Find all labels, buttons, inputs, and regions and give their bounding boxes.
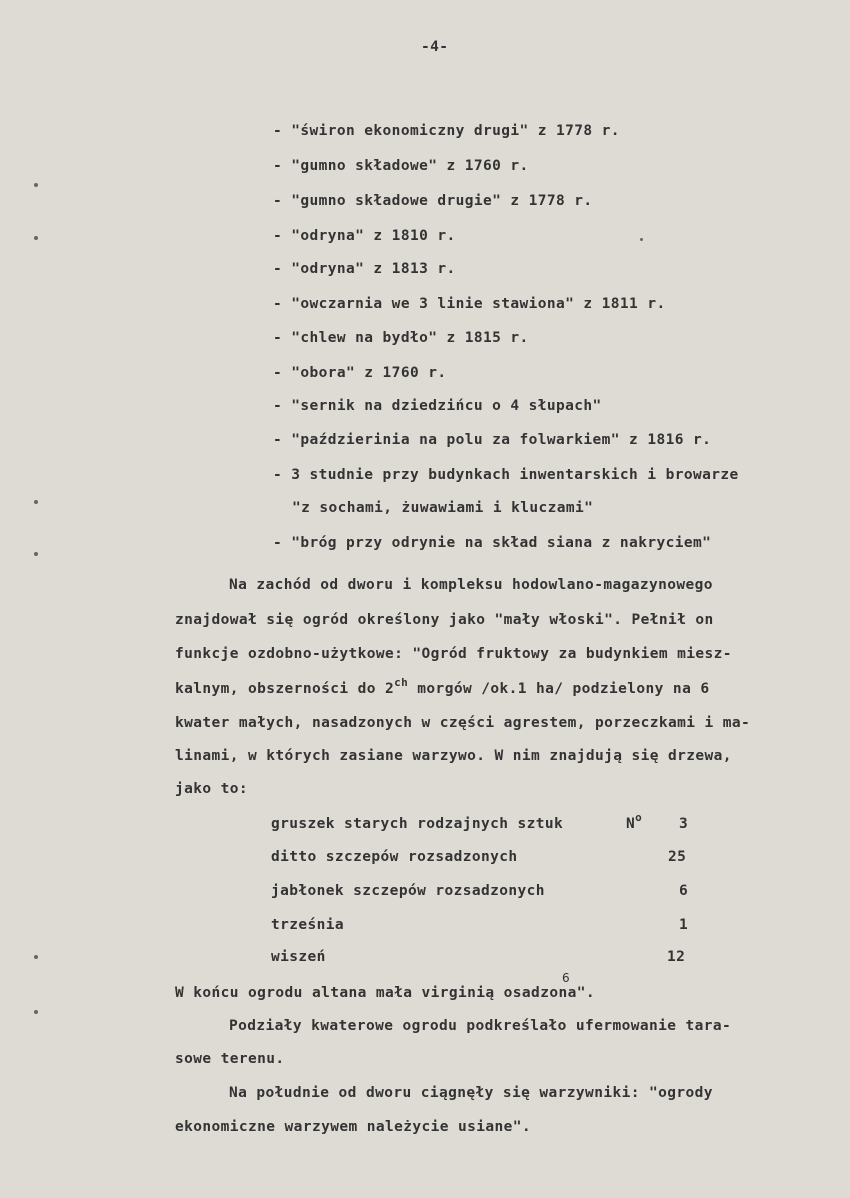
superscript: ch: [394, 676, 409, 689]
tree-name: jabłonek szczepów rozsadzonych: [271, 883, 545, 899]
paragraph-line: Podziały kwaterowe ogrodu podkreślało ufermowanie tara-: [229, 1018, 732, 1034]
list-item: - "chlew na bydło" z 1815 r.: [273, 330, 529, 346]
margin-mark: [640, 238, 643, 241]
tree-name: trześnia: [271, 917, 345, 933]
margin-mark: [34, 1010, 38, 1014]
correction-mark: 6: [562, 971, 571, 985]
margin-mark: [34, 236, 38, 240]
paragraph-line: znajdował się ogród określony jako "mały włoski". Pełnił on: [175, 612, 714, 628]
list-item: - "bróg przy odrynie na skład siana z nakryciem": [273, 535, 712, 551]
tree-count: 12: [667, 949, 686, 965]
paragraph-text: kalnym, obszerności do 2: [175, 681, 395, 697]
tree-count: 3: [679, 816, 689, 832]
paragraph-line: Na południe od dworu ciągnęły się warzywniki: "ogrody: [229, 1085, 713, 1101]
number-header: $N^o$: [626, 811, 643, 832]
paragraph-line: Na zachód od dworu i kompleksu hodowlano-magazynowego: [229, 577, 713, 593]
list-item: - "odryna" z 1810 r.: [273, 228, 456, 244]
tree-count: 25: [668, 849, 687, 865]
tree-count: 6: [679, 883, 689, 899]
paragraph-line: ekonomiczne warzywem należycie usiane".: [175, 1119, 532, 1135]
tree-name: ditto szczepów rozsadzonych: [271, 849, 518, 865]
tree-name: gruszek starych rodzajnych sztuk: [271, 816, 564, 832]
list-item: - "gumno składowe drugie" z 1778 r.: [273, 193, 593, 209]
list-item: - "sernik na dziedzińcu o 4 słupach": [273, 398, 602, 414]
paragraph-line: W końcu ogrodu altana mała virginią osadzona".: [175, 985, 595, 1001]
paragraph-line: [175, 676, 710, 697]
paragraph-line: jako to:: [175, 781, 249, 797]
margin-mark: [34, 552, 38, 556]
list-item: - "odryna" z 1813 r.: [273, 261, 456, 277]
list-item: - "obora" z 1760 r.: [273, 365, 447, 381]
paragraph-line: linami, w których zasiane warzywo. W nim znajdują się drzewa,: [175, 748, 732, 764]
paragraph-line: funkcje ozdobno-użytkowe: "Ogród fruktowy za budynkiem miesz-: [175, 646, 732, 662]
list-item: - 3 studnie przy budynkach inwentarskich i browarze: [273, 467, 739, 483]
tree-count: 1: [679, 917, 689, 933]
list-item: - "paździerinia na polu za folwarkiem" z 1816 r.: [273, 432, 712, 448]
list-item-continuation: "z sochami, żuwawiami i kluczami": [292, 500, 594, 516]
margin-mark: [34, 500, 38, 504]
margin-mark: [34, 955, 38, 959]
tree-name: wiszeń: [271, 949, 326, 965]
list-item: - "gumno składowe" z 1760 r.: [273, 158, 529, 174]
page-number: -4-: [421, 39, 449, 55]
margin-mark: [34, 183, 38, 187]
paragraph-text: morgów /ok.1 ha/ podzielony na 6: [408, 681, 710, 697]
list-item: - "świron ekonomiczny drugi" z 1778 r.: [273, 123, 620, 139]
list-item: - "owczarnia we 3 linie stawiona" z 1811 r.: [273, 296, 666, 312]
paragraph-line: kwater małych, nasadzonych w części agrestem, porzeczkami i ma-: [175, 715, 751, 731]
paragraph-line: sowe terenu.: [175, 1051, 285, 1067]
